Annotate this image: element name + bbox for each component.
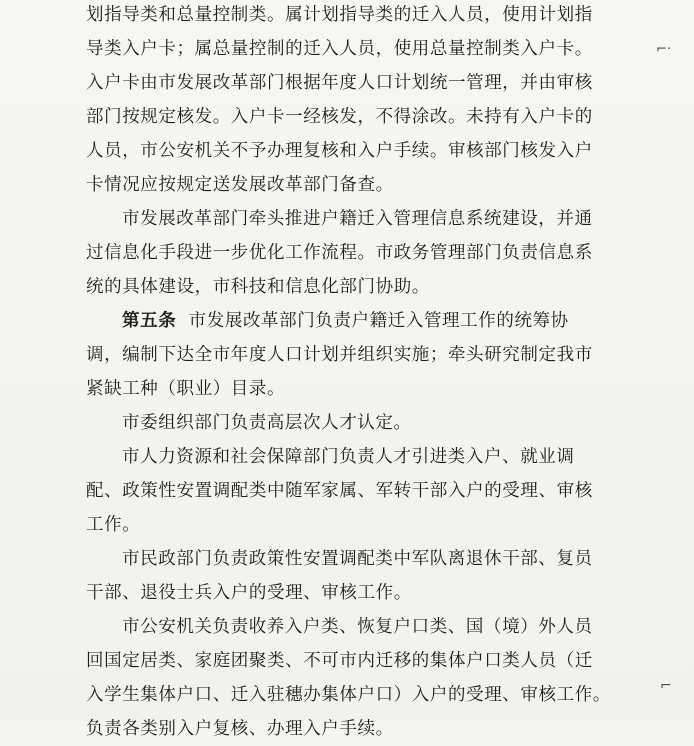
text-line: 划指导类和总量控制类。属计划指导类的迁入人员，使用计划指 bbox=[86, 5, 593, 25]
article-five-line bbox=[86, 304, 606, 338]
scan-speck-mark: ⌐· bbox=[656, 42, 672, 57]
text-line: 配、政策性安置调配类中随军家属、军转干部入户的受理、审核 bbox=[86, 481, 593, 501]
text-line: 调，编制下达全市年度人口计划并组织实施；牵头研究制定我市 bbox=[86, 345, 593, 365]
text-line: 统的具体建设，市科技和信息化部门协助。 bbox=[86, 277, 430, 297]
text-line: 市人力资源和社会保障部门负责人才引进类入户、就业调 bbox=[122, 447, 575, 467]
text-line: 卡情况应按规定送发展改革部门备查。 bbox=[86, 175, 394, 195]
text-line: 过信息化手段进一步优化工作流程。市政务管理部门负责信息系 bbox=[86, 243, 593, 263]
article-label: 第五条 bbox=[122, 311, 177, 331]
text-line: 市委组织部门负责高层次人才认定。 bbox=[122, 413, 412, 433]
text-line: 导类入户卡；属总量控制的迁入人员，使用总量控制类入户卡。 bbox=[86, 39, 593, 59]
text-line: 工作。 bbox=[86, 515, 141, 535]
text-line: 干部、退役士兵入户的受理、审核工作。 bbox=[86, 583, 412, 603]
text-line: 入户卡由市发展改革部门根据年度人口计划统一管理，并由审核 bbox=[86, 73, 593, 93]
text-line: 负责各类别入户复核、办理入户手续。 bbox=[86, 719, 394, 739]
text-line: 回国定居类、家庭团聚类、不可市内迁移的集体户口类人员（迁 bbox=[86, 651, 593, 671]
document-body bbox=[86, 0, 611, 746]
scan-speck-mark: ⌐ bbox=[660, 678, 672, 694]
text-line: 部门按规定核发。入户卡一经核发，不得涂改。未持有入户卡的 bbox=[86, 107, 593, 127]
text-line: 入学生集体户口、迁入驻穗办集体户口）入户的受理、审核工作。 bbox=[86, 685, 611, 705]
text-line: 市发展改革部门负责户籍迁入管理工作的统筹协 bbox=[188, 311, 569, 331]
text-line: 市发展改革部门牵头推进户籍迁入管理信息系统建设，并通 bbox=[122, 209, 593, 229]
text-line: 市公安机关负责收养入户类、恢复户口类、国（境）外人员 bbox=[122, 617, 593, 637]
text-line: 市民政部门负责政策性安置调配类中军队离退休干部、复员 bbox=[122, 549, 593, 569]
text-line: 紧缺工种（职业）目录。 bbox=[86, 379, 286, 399]
text-line: 人员，市公安机关不予办理复核和入户手续。审核部门核发入户 bbox=[86, 141, 593, 161]
